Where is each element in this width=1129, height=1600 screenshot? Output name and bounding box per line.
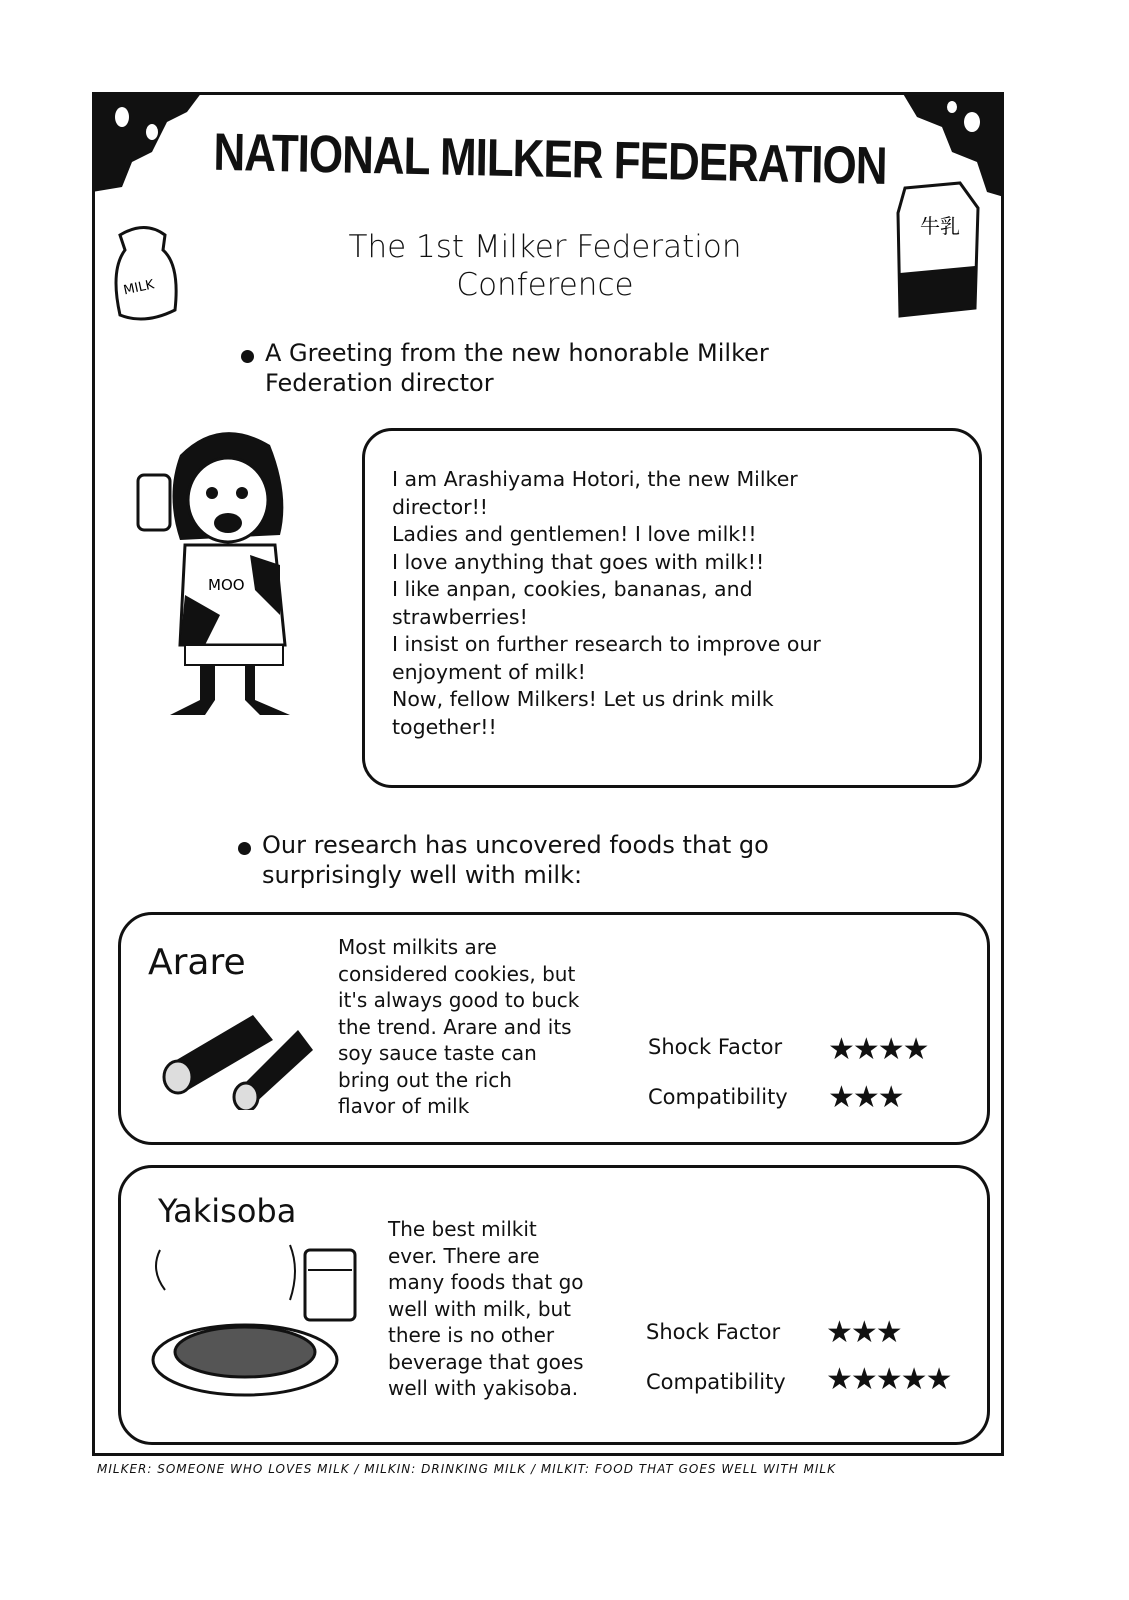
compatibility-stars: ★★★★★ — [826, 1362, 951, 1397]
greeting-heading: A Greeting from the new honorable Milker Federation director — [265, 338, 885, 398]
shirt-label: MOO — [208, 576, 245, 594]
yakisoba-illustration — [150, 1240, 365, 1405]
shock-factor-label: Shock Factor — [646, 1320, 781, 1344]
food-description: The best milkit ever. There are many foods that go well with milk, but there is no other beverage that goes well with yakisoba. — [388, 1217, 584, 1400]
shock-factor-label: Shock Factor — [648, 1035, 783, 1059]
page-title: NATIONAL MILKER FEDERATION — [213, 122, 887, 196]
compatibility-stars: ★★★ — [828, 1080, 903, 1115]
shock-factor-stars: ★★★ — [826, 1315, 901, 1350]
director-speech: I am Arashiyama Hotori, the new Milker director!! Ladies and gentlemen! I love milk!! I love anything that goes with milk!! I like anpan, cookies, bananas, and strawberries! I insist on further research to improve our enjoyment of milk! Now, fellow Milkers! Let us drink milk together!! — [392, 467, 821, 739]
food-name: Arare — [148, 942, 246, 983]
glossary-footer: MILKER: SOMEONE WHO LOVES MILK / MILKIN: DRINKING MILK / MILKIT: FOOD THAT GOES WELL WITH MILK — [97, 1462, 836, 1476]
research-heading: Our research has uncovered foods that go surprisingly well with milk: — [262, 830, 902, 890]
subtitle-line-2: Conference — [456, 267, 634, 303]
food-description: Most milkits are considered cookies, but it's always good to buck the trend. Arare and its soy sauce taste can bring out the rich flavor of milk — [338, 935, 580, 1118]
shock-factor-stars: ★★★★ — [828, 1032, 928, 1067]
subtitle-line-1: The 1st Milker Federation — [348, 229, 742, 265]
food-name: Yakisoba — [158, 1192, 297, 1230]
hotori-character-illustration — [130, 415, 310, 725]
conference-title — [290, 228, 800, 304]
milk-carton-illustration — [890, 178, 985, 323]
milk-bottle-illustration — [105, 220, 185, 330]
bottle-label: MILK — [122, 277, 156, 299]
compatibility-label: Compatibility — [646, 1370, 786, 1394]
compatibility-label: Compatibility — [648, 1085, 788, 1109]
arare-illustration — [158, 1005, 318, 1110]
carton-label: 牛乳 — [920, 214, 960, 238]
